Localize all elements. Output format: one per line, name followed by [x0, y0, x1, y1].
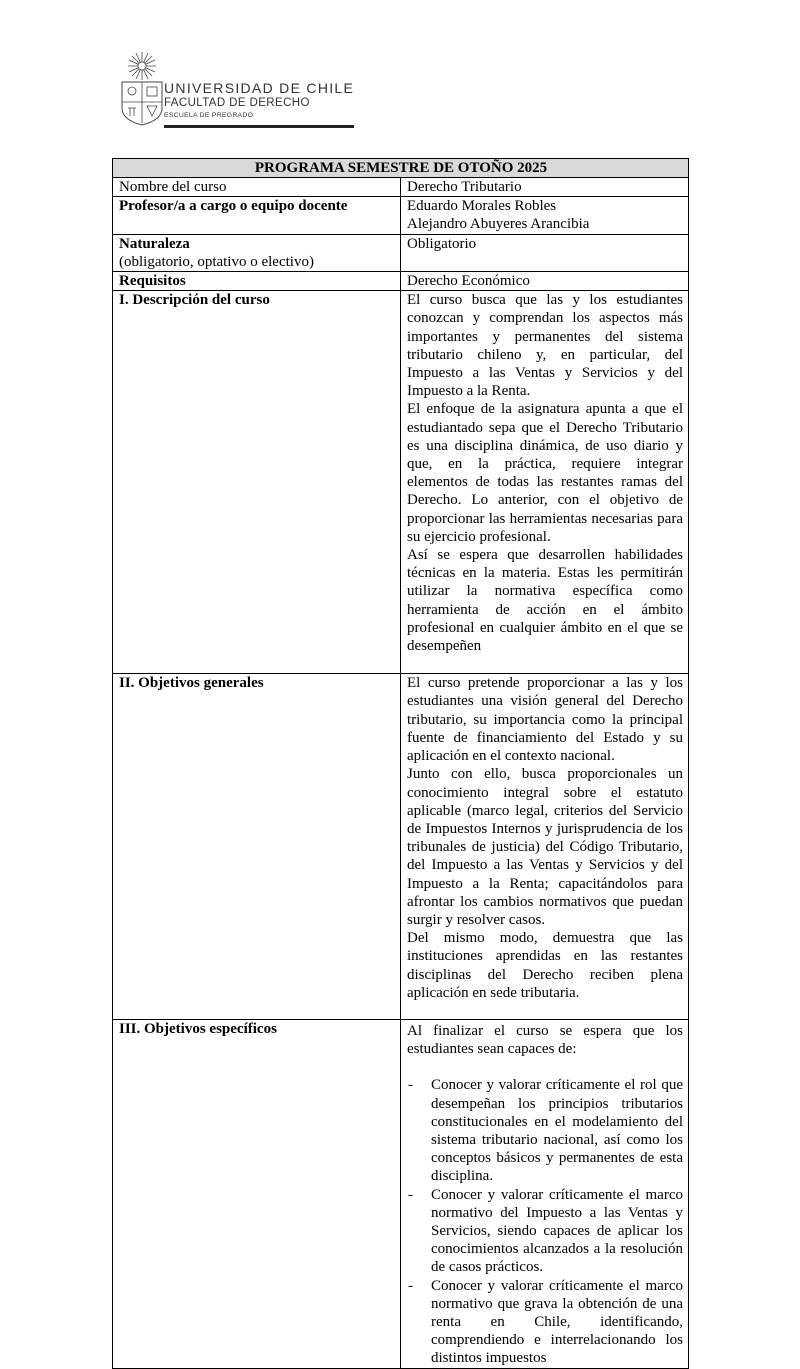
- nature-label-cell: [113, 234, 401, 271]
- specific-objectives-intro: Al finalizar el curso se espera que los estudiantes sean capaces de:: [407, 1022, 683, 1058]
- letterhead: [112, 50, 412, 130]
- nature-label: Naturaleza: [119, 235, 190, 252]
- description-paragraph: El curso busca que las y los estudiantes conozcan y comprendan los aspectos más importantes y permanentes del sistema tributario chileno y, en particular, del Impuesto a las Ventas y Servicios y del Impuesto a la Renta.: [407, 292, 683, 400]
- university-name: UNIVERSIDAD DE CHILE: [164, 80, 355, 96]
- spacer: [407, 1058, 683, 1076]
- table-title-row: [113, 159, 689, 178]
- course-program-table: [112, 158, 689, 1369]
- general-objectives-paragraph: El curso pretende proporcionar a las y los estudiantes una visión general del Derecho tributario, su importancia como la principal fuente de financiamiento del Estado y su aplicación en el contexto nacional.: [407, 675, 683, 765]
- course-name-row: [113, 178, 689, 197]
- list-item: [407, 1186, 683, 1277]
- list-item-text: Conocer y valorar críticamente el rol que desempeñan los principios tributarios constitucionales en el modelamiento del sistema tributario nacional, así como los conceptos básicos y permanentes de esta disciplina.: [431, 1077, 683, 1185]
- nature-value: Obligatorio: [401, 234, 689, 271]
- description-label: I. Descripción del curso: [113, 291, 401, 674]
- list-item: [407, 1277, 683, 1368]
- professor-name: Eduardo Morales Robles: [407, 198, 557, 215]
- general-objectives-value: [401, 674, 689, 1020]
- general-objectives-label: II. Objetivos generales: [113, 674, 401, 1020]
- faculty-name: FACULTAD DE DERECHO: [164, 97, 310, 109]
- list-item: [407, 1076, 683, 1185]
- professors-label: Profesor/a a cargo o equipo docente: [113, 197, 401, 234]
- header-rule: [164, 125, 354, 128]
- list-item-text: Conocer y valorar críticamente el marco normativo del Impuesto a las Ventas y Servicios, siendo capaces de aplicar los conocimientos alcanzados a la resolución de casos prácticos.: [431, 1186, 683, 1276]
- dash-bullet: -: [408, 1077, 413, 1094]
- list-item-text: Conocer y valorar críticamente el marco normativo que grava la obtención de una renta en Chile, identificando, comprendiendo e interrelacionando los distintos impuestos: [431, 1277, 683, 1367]
- description-row: [113, 291, 689, 674]
- specific-objectives-label: III. Objetivos específicos: [113, 1019, 401, 1368]
- dash-bullet: -: [408, 1277, 413, 1294]
- school-name: ESCUELA DE PREGRADO: [164, 112, 254, 119]
- university-crest-logo: [116, 50, 168, 126]
- program-title: PROGRAMA SEMESTRE DE OTOÑO 2025: [113, 159, 689, 178]
- general-objectives-paragraph: Del mismo modo, demuestra que las instituciones aprendidas en las restantes disciplinas del Derecho reciben plena aplicación en sede tributaria.: [407, 930, 683, 1001]
- course-name-label: Nombre del curso: [113, 178, 401, 197]
- general-objectives-row: [113, 674, 689, 1020]
- specific-objectives-value: [401, 1019, 689, 1368]
- description-paragraph: El enfoque de la asignatura apunta a que el estudiantado sepa que el Derecho Tributario es una disciplina dinámica, de uso diario y que, en la práctica, requiere integrar elementos de todas las restantes ramas del Derecho. Lo anterior, con el objetivo de proporcionar las herramientas necesarias para su ejercicio profesional.: [407, 401, 683, 545]
- specific-objectives-list: [407, 1076, 683, 1367]
- professors-value: [401, 197, 689, 234]
- general-objectives-paragraph: Junto con ello, busca proporcionales un conocimiento integral sobre el estatuto aplicable (marco legal, criterios del Servicio de Impuestos Internos y jurisprudencia de los tribunales de justicia) del Código Tributario, del Impuesto a las Ventas y Servicios y del Impuesto a la Renta; capacitándolos para afrontar los cambios normativos que puedan surgir y resolver casos.: [407, 766, 683, 928]
- professors-row: [113, 197, 689, 234]
- requirements-label: Requisitos: [113, 272, 401, 291]
- description-paragraph: Así se espera que desarrollen habilidades técnicas en la materia. Estas les permitirán utilizar la normativa específica como herramienta de acción en el ámbito profesional en cualquier ámbito en el que se desempeñen: [407, 547, 683, 655]
- professor-name: Alejandro Abuyeres Arancibia: [407, 216, 590, 233]
- course-name-value: Derecho Tributario: [401, 178, 689, 197]
- dash-bullet: -: [408, 1186, 413, 1203]
- institution-names: [164, 80, 354, 121]
- requirements-row: [113, 272, 689, 291]
- specific-objectives-row: [113, 1019, 689, 1368]
- description-value: [401, 291, 689, 674]
- requirements-value: Derecho Económico: [401, 272, 689, 291]
- nature-row: [113, 234, 689, 271]
- nature-sublabel: (obligatorio, optativo o electivo): [119, 253, 314, 270]
